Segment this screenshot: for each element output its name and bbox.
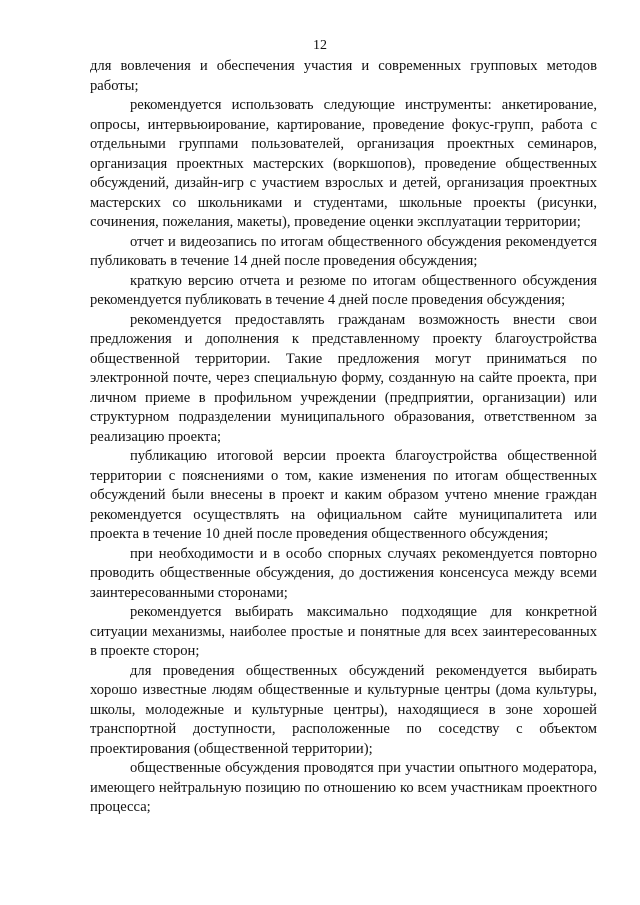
page-number: 12 <box>313 38 327 53</box>
document-body <box>90 57 597 818</box>
paragraph-short-report: краткую версию отчета и резюме по итогам общественного обсуждения рекомендуется публиковать в течение 4 дней после проведения обсуждения; <box>90 272 597 308</box>
paragraph-continuation: для вовлечения и обеспечения участия и современных групповых методов работы; <box>90 58 597 94</box>
paragraph-repeat-discussion: при необходимости и в особо спорных случаях рекомендуется повторно проводить общественные обсуждения, до достижения консенсуса между всеми заинтересованными сторонами; <box>90 545 597 601</box>
paragraph-mechanisms: рекомендуется выбирать максимально подходящие для конкретной ситуации механизмы, наиболее простые и понятные для всех заинтересованных в проекте сторон; <box>90 604 597 659</box>
paragraph-instruments: рекомендуется использовать следующие инструменты: анкетирование, опросы, интервьюирование, картирование, проведение фокус-групп, работа с отдельными группами пользователей, организация проектных семинаров, организация проектных мастерских (воркшопов), проведение общественных обсуждений, дизайн-игр с участием взрослых и детей, организация проектных мастерских со школьниками и студентами, школьные проекты (рисунки, сочинения, пожелания, макеты), проведение оценки эксплуатации территории; <box>90 97 597 230</box>
paragraph-moderator: общественные обсуждения проводятся при участии опытного модератора, имеющего нейтральную позицию по отношению ко всем участникам проектного процесса; <box>90 760 597 815</box>
paragraph-report-video: отчет и видеозапись по итогам общественного обсуждения рекомендуется публиковать в течение 14 дней после проведения обсуждения; <box>90 233 597 269</box>
paragraph-citizen-proposals: рекомендуется предоставлять гражданам возможность внести свои предложения и дополнения к представленному проекту благоустройства общественной территории. Такие предложения могут приниматься по электронной почте, через специальную форму, созданную на сайте проекта, при личном приеме в профильном учреждении (предприятии, организации) или структурном подразделении муниципального образования, ответственном за реализацию проекта; <box>90 311 597 445</box>
paragraph-venues: для проведения общественных обсуждений рекомендуется выбирать хорошо известные людям общественные и культурные центры (дома культуры, школы, молодежные и культурные центры), находящиеся в зоне хорошей транспортной доступности, расположенные по соседству с объектом проектирования (общественной территории); <box>90 662 597 757</box>
paragraph-final-version: публикацию итоговой версии проекта благоустройства общественной территории с пояснениями о том, какие изменения по итогам общественных обсуждений были внесены в проект и каким образом учтено мнение граждан рекомендуется осуществлять на официальном сайте муниципалитета или проекта в течение 10 дней после проведения общественного обсуждения; <box>90 448 597 542</box>
